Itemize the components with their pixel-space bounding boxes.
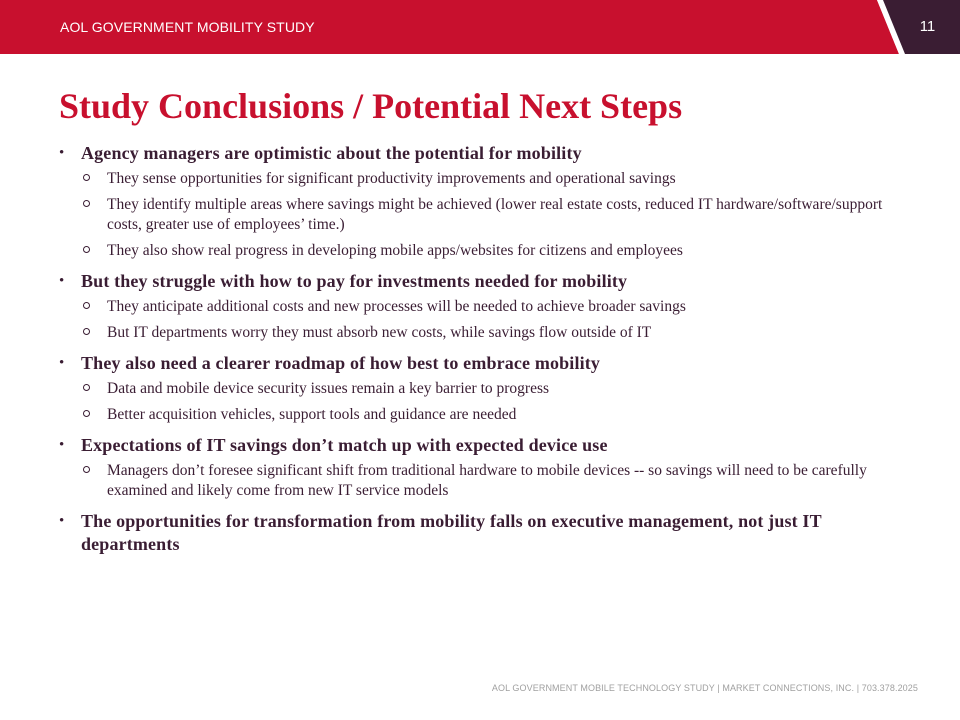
footer-text: AOL GOVERNMENT MOBILE TECHNOLOGY STUDY | MARKET CONNECTIONS, INC. | 703.378.2025 [491, 683, 918, 693]
bullet-group [59, 352, 899, 425]
bullet-text: Expectations of IT savings don’t match up with expected device use [81, 435, 608, 455]
sub-bullet-text: They also show real progress in developing mobile apps/websites for citizens and employees [107, 242, 683, 259]
bullet-item [59, 434, 899, 457]
sub-bullet-text: Managers don’t foresee significant shift from traditional hardware to mobile devices -- so savings will need to be carefully examined and likely come from new IT service models [107, 462, 867, 499]
bullet-dot: • [59, 355, 65, 371]
bullet-dot: • [59, 273, 65, 289]
page-number: 11 [919, 18, 936, 35]
sub-bullet-item [59, 169, 899, 189]
bullet-dot: • [59, 513, 65, 529]
bullet-text: Agency managers are optimistic about the potential for mobility [81, 143, 582, 163]
sub-bullet-marker [83, 466, 90, 473]
bullet-text: They also need a clearer roadmap of how best to embrace mobility [81, 353, 601, 373]
sub-bullet-text: Better acquisition vehicles, support tools and guidance are needed [107, 406, 517, 423]
bullet-list [59, 142, 899, 565]
sub-bullet-marker [83, 302, 90, 309]
sub-bullet-item [59, 241, 899, 261]
sub-bullet-item [59, 195, 899, 235]
sub-bullet-text: They anticipate additional costs and new processes will be needed to achieve broader savings [107, 298, 686, 315]
bullet-dot: • [59, 437, 65, 453]
bullet-text: But they struggle with how to pay for investments needed for mobility [81, 271, 628, 291]
sub-bullet-marker [83, 200, 90, 207]
bullet-group [59, 270, 899, 343]
bullet-item [59, 270, 899, 293]
sub-bullet-item [59, 323, 899, 343]
bullet-group [59, 142, 899, 261]
sub-bullet-item [59, 379, 899, 399]
page-title: Study Conclusions / Potential Next Steps [59, 86, 683, 126]
bullet-text: The opportunities for transformation from mobility falls on executive management, not just IT departments [81, 511, 822, 554]
sub-bullet-text: They identify multiple areas where savings might be achieved (lower real estate costs, reduced IT hardware/software/support costs, greater use of employees’ time.) [107, 196, 883, 233]
bullet-group [59, 434, 899, 501]
sub-bullet-marker [83, 328, 90, 335]
sub-bullet-text: They sense opportunities for significant productivity improvements and operational savings [107, 170, 676, 187]
sub-bullet-text: Data and mobile device security issues remain a key barrier to progress [107, 380, 550, 397]
sub-bullet-marker [83, 384, 90, 391]
sub-bullet-marker [83, 174, 90, 181]
sub-bullet-marker [83, 246, 90, 253]
bullet-item [59, 510, 899, 556]
bullet-dot: • [59, 145, 65, 161]
sub-bullet-marker [83, 410, 90, 417]
bullet-group [59, 510, 899, 556]
sub-bullet-item [59, 405, 899, 425]
sub-bullet-text: But IT departments worry they must absorb new costs, while savings flow outside of IT [107, 324, 652, 341]
bullet-item [59, 142, 899, 165]
header-label: AOL GOVERNMENT MOBILITY STUDY [60, 19, 315, 35]
sub-bullet-item [59, 297, 899, 317]
sub-bullet-item [59, 461, 899, 501]
bullet-item [59, 352, 899, 375]
